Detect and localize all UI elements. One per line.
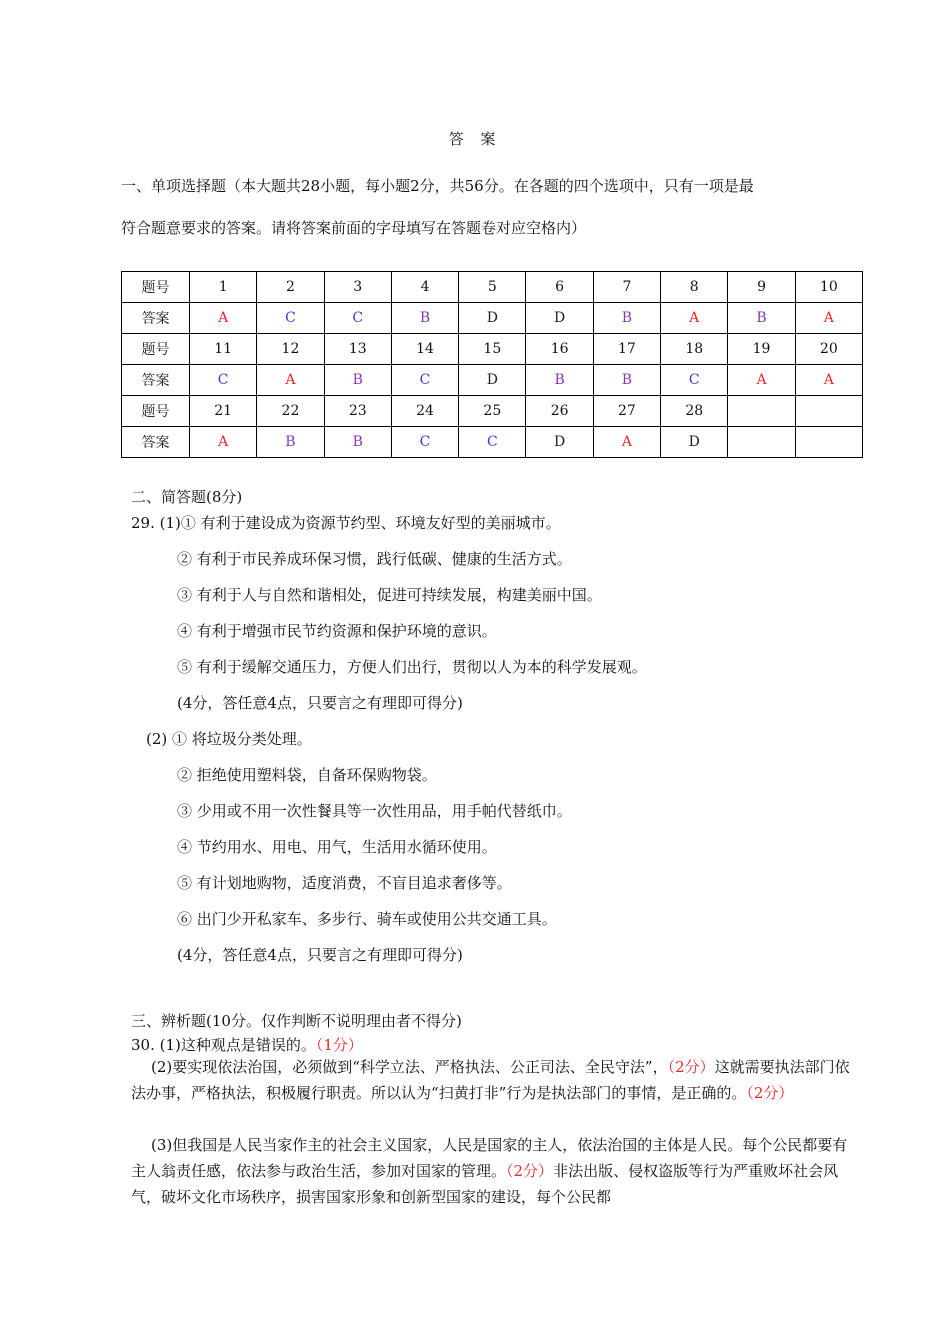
question-number-cell xyxy=(728,396,795,427)
answer-cell: B xyxy=(257,427,324,458)
q29-item: ④ 节约用水、用电、用气，生活用水循环使用。 xyxy=(177,838,497,856)
answer-cell: A xyxy=(795,303,862,334)
question-number-cell: 13 xyxy=(324,334,391,365)
answer-cell: A xyxy=(593,427,660,458)
answer-cell: D xyxy=(526,427,593,458)
q29-part2-prefix: (2) xyxy=(146,730,168,748)
question-number-cell: 20 xyxy=(795,334,862,365)
answer-cell: B xyxy=(728,303,795,334)
answer-cell: C xyxy=(391,365,458,396)
answer-cell: A xyxy=(257,365,324,396)
answer-row xyxy=(122,427,863,458)
question-number-cell: 21 xyxy=(190,396,257,427)
answer-cell: D xyxy=(526,303,593,334)
question-number-cell: 4 xyxy=(391,272,458,303)
answer-cell: A xyxy=(795,365,862,396)
score-mark: （2分） xyxy=(746,1084,794,1102)
number-row xyxy=(122,396,863,427)
answer-cell: A xyxy=(728,365,795,396)
question-number-cell: 3 xyxy=(324,272,391,303)
question-number-cell: 24 xyxy=(391,396,458,427)
question-number-cell: 18 xyxy=(661,334,728,365)
section2-heading: 二、简答题(8分) xyxy=(131,488,243,506)
question-number-cell: 15 xyxy=(459,334,526,365)
answer-cell: C xyxy=(661,365,728,396)
q29-part1-note: (4分，答任意4点，只要言之有理即可得分) xyxy=(177,694,463,712)
q30-paragraph-2 xyxy=(131,1054,851,1106)
answer-row xyxy=(122,303,863,334)
question-number-cell: 1 xyxy=(190,272,257,303)
question-number-cell: 23 xyxy=(324,396,391,427)
answer-cell: A xyxy=(190,303,257,334)
answer-cell: B xyxy=(593,303,660,334)
page-title: 答 案 xyxy=(448,130,502,148)
answer-cell: C xyxy=(459,427,526,458)
q29-item: ② 拒绝使用塑料袋，自备环保购物袋。 xyxy=(177,766,437,784)
answer-cell: D xyxy=(459,365,526,396)
answer-cell: A xyxy=(190,427,257,458)
question-number-cell: 28 xyxy=(661,396,728,427)
answer-cell: C xyxy=(324,303,391,334)
question-number-cell xyxy=(795,396,862,427)
question-number-cell: 12 xyxy=(257,334,324,365)
question-number-cell: 11 xyxy=(190,334,257,365)
answer-cell: A xyxy=(661,303,728,334)
score-mark: （2分） xyxy=(506,1162,554,1180)
row-label: 题号 xyxy=(122,272,190,303)
answer-cell: B xyxy=(324,427,391,458)
section1-heading-line1: 一、单项选择题（本大题共28小题，每小题2分，共56分。在各题的四个选项中，只有一项是最 xyxy=(121,177,754,195)
q29-item: ④ 有利于增强市民节约资源和保护环境的意识。 xyxy=(177,622,497,640)
q29-part2-note: (4分，答任意4点，只要言之有理即可得分) xyxy=(177,946,463,964)
answer-cell xyxy=(795,427,862,458)
question-number-cell: 5 xyxy=(459,272,526,303)
answer-cell: C xyxy=(190,365,257,396)
section1-heading-line2: 符合题意要求的答案。请将答案前面的字母填写在答题卷对应空格内） xyxy=(121,219,587,237)
question-number-cell: 17 xyxy=(593,334,660,365)
question-number-cell: 8 xyxy=(661,272,728,303)
question-number-cell: 2 xyxy=(257,272,324,303)
answer-cell: B xyxy=(324,365,391,396)
q30-p3-text-b: 非法出版、侵权盗版等行为严重败坏社会风气，破坏文化市场秩序，损害国家形象和创新型国家的建设，每个公民都 xyxy=(131,1162,839,1206)
q29-item: ⑤ 有利于缓解交通压力，方便人们出行，贯彻以人为本的科学发展观。 xyxy=(177,658,647,676)
answer-row xyxy=(122,365,863,396)
q29-item: ② 有利于市民养成环保习惯，践行低碳、健康的生活方式。 xyxy=(177,550,572,568)
q30-p2-text-b: 这就需要执法部门依法办事，严格执法，积极履行职责。所以认为“扫黄打非”行为是执法部门的事情，是正确的。 xyxy=(131,1058,850,1102)
q29-item: ① 有利于建设成为资源节约型、环境友好型的美丽城市。 xyxy=(180,514,561,532)
q29-item: ③ 有利于人与自然和谐相处，促进可持续发展，构建美丽中国。 xyxy=(177,586,602,604)
q30-p2-text-a: (2)要实现依法治国，必须做到“科学立法、严格执法、公正司法、全民守法”， xyxy=(151,1058,668,1076)
question-number-cell: 25 xyxy=(459,396,526,427)
row-label: 题号 xyxy=(122,334,190,365)
answer-cell: B xyxy=(391,303,458,334)
question-number-cell: 22 xyxy=(257,396,324,427)
q30-line1 xyxy=(131,1034,363,1055)
q30-line1-text: 30. (1)这种观点是错误的。 xyxy=(131,1036,316,1054)
q29-item: ⑥ 出门少开私家车、多步行、骑车或使用公共交通工具。 xyxy=(177,910,557,928)
question-number-cell: 7 xyxy=(593,272,660,303)
score-mark: （2分） xyxy=(667,1058,715,1076)
question-number-cell: 26 xyxy=(526,396,593,427)
answer-table xyxy=(121,271,863,458)
question-number-cell: 10 xyxy=(795,272,862,303)
q29-part1 xyxy=(131,512,561,533)
q29-item: ① 将垃圾分类处理。 xyxy=(172,730,312,748)
question-number-cell: 9 xyxy=(728,272,795,303)
q30-p3-text-a: (3)但我国是人民当家作主的社会主义国家，人民是国家的主人，依法治国的主体是人民。每个公民都要有主人翁责任感，依法参与政治生活，参加对国家的管理。 xyxy=(131,1136,848,1180)
question-number-cell: 14 xyxy=(391,334,458,365)
q29-item: ③ 少用或不用一次性餐具等一次性用品，用手帕代替纸巾。 xyxy=(177,802,572,820)
section3-heading: 三、辨析题(10分。仅作判断不说明理由者不得分) xyxy=(131,1012,462,1030)
answer-cell: D xyxy=(459,303,526,334)
number-row xyxy=(122,334,863,365)
row-label: 答案 xyxy=(122,365,190,396)
answer-cell: C xyxy=(257,303,324,334)
answer-cell: C xyxy=(391,427,458,458)
row-label: 答案 xyxy=(122,303,190,334)
row-label: 题号 xyxy=(122,396,190,427)
answer-cell xyxy=(728,427,795,458)
score-mark: （1分） xyxy=(315,1036,363,1054)
answer-cell: B xyxy=(526,365,593,396)
answer-cell: B xyxy=(593,365,660,396)
row-label: 答案 xyxy=(122,427,190,458)
q30-paragraph-3 xyxy=(131,1132,851,1210)
q29-part2 xyxy=(146,728,312,749)
q29-part1-prefix: 29. (1) xyxy=(131,514,181,532)
question-number-cell: 19 xyxy=(728,334,795,365)
question-number-cell: 27 xyxy=(593,396,660,427)
answer-cell: D xyxy=(661,427,728,458)
number-row xyxy=(122,272,863,303)
question-number-cell: 6 xyxy=(526,272,593,303)
question-number-cell: 16 xyxy=(526,334,593,365)
q29-item: ⑤ 有计划地购物，适度消费，不盲目追求奢侈等。 xyxy=(177,874,512,892)
